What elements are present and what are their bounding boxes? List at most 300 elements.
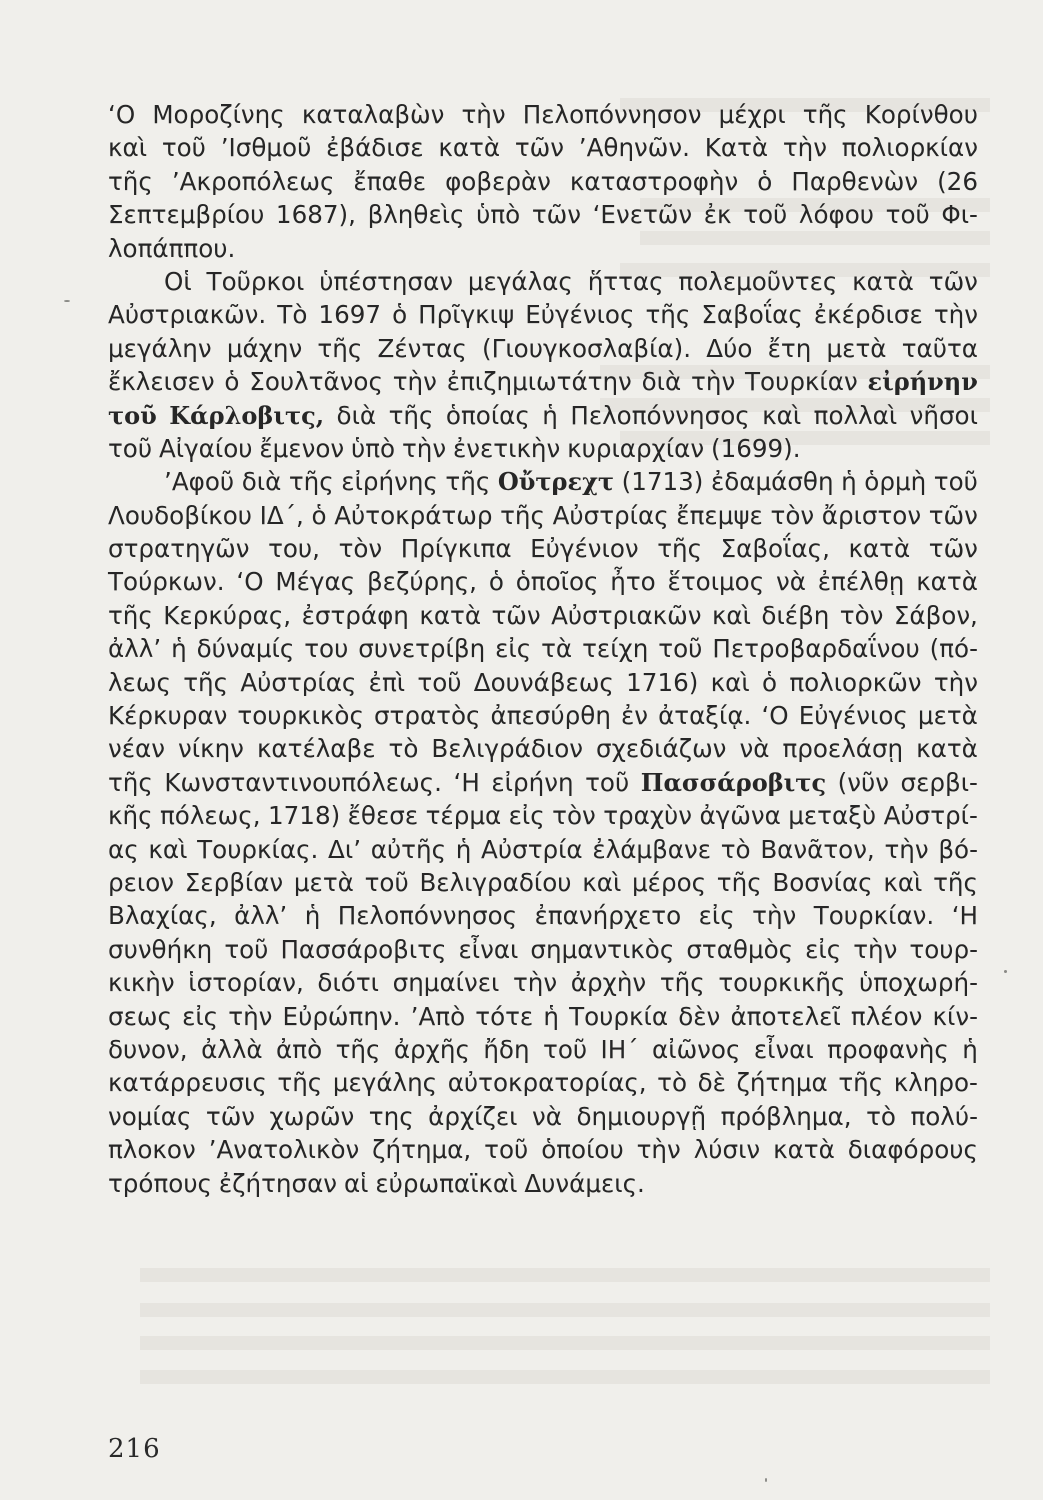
word (543, 1000, 559, 1033)
word (312, 499, 327, 532)
word (344, 1167, 369, 1200)
word (668, 565, 765, 598)
text-line (108, 899, 978, 932)
word-text: ἀρχῆς (393, 1034, 470, 1064)
word (582, 866, 621, 899)
word-text: Κατὰ (704, 133, 769, 163)
word (569, 1000, 668, 1033)
word-text: τὴν (228, 1001, 273, 1031)
word-text: της (368, 1101, 414, 1131)
word (277, 1066, 322, 1099)
word-text: συνετρίβη (358, 634, 486, 664)
word-text: τὸ (866, 1101, 896, 1131)
word-text: Πελοπόννησον (522, 100, 702, 129)
word-text: ἀλλὰ (201, 1034, 263, 1064)
word (585, 766, 629, 799)
word (108, 332, 212, 365)
word-text: λόφου (798, 200, 875, 230)
word (183, 666, 228, 699)
word-text: τῆς (108, 767, 153, 797)
word-text: ’Ακροπόλεως (171, 166, 335, 196)
word (318, 298, 381, 331)
word (219, 1167, 337, 1200)
word (814, 899, 935, 932)
text-line (108, 766, 978, 799)
word (610, 565, 655, 598)
dust-speck (1004, 970, 1007, 973)
word (827, 332, 887, 365)
word-text: Κερκύρας, (163, 600, 292, 630)
word (108, 198, 264, 231)
word (952, 899, 978, 932)
word-text: Πελοπόννησος (337, 901, 518, 931)
word (822, 499, 921, 532)
word-text: τὸ (388, 734, 419, 764)
word-text: προελάσῃ (782, 734, 904, 764)
word (108, 98, 135, 131)
word-text: ἀρχίζει (428, 1101, 518, 1131)
word (761, 599, 829, 632)
word-text: ἀλλ’ (108, 634, 162, 664)
word-text: τουρκικῆς (718, 968, 846, 998)
word-text: Παρθενὼν (791, 166, 919, 196)
word (334, 499, 492, 532)
word (270, 1100, 355, 1133)
bold-term: τοῦ (108, 400, 157, 430)
word (319, 265, 453, 298)
word (164, 465, 234, 498)
word (902, 332, 978, 365)
word (172, 165, 335, 198)
word (446, 399, 530, 432)
body-text (108, 98, 978, 1200)
word-text: Σάβον, (893, 600, 978, 630)
word (576, 1100, 706, 1133)
word (962, 1033, 978, 1066)
word-text: Τουρκία (569, 1001, 669, 1031)
word (711, 465, 834, 498)
word (372, 1133, 471, 1166)
word (236, 565, 263, 598)
word (317, 966, 379, 999)
word (431, 732, 583, 765)
word (489, 565, 504, 598)
word (691, 365, 735, 398)
bold-term: Κάρλοβιτς, (169, 400, 325, 430)
word (484, 1133, 528, 1166)
word-text: φοβερὰν (445, 166, 551, 196)
word-text: πρόβλημα, (720, 1101, 852, 1131)
word (719, 98, 786, 131)
word (579, 131, 690, 164)
word (276, 1033, 322, 1066)
word (163, 599, 291, 632)
word (525, 298, 634, 331)
word-text: τὸ (657, 1068, 688, 1098)
word (743, 198, 787, 231)
word (541, 1133, 624, 1166)
word-text: εἶναι (458, 934, 519, 964)
word-text: Εὐγένιος (798, 701, 908, 731)
word-text: ταῦτα (901, 333, 978, 363)
word (717, 866, 762, 899)
word (249, 365, 383, 398)
word-text: τὸν (839, 600, 884, 630)
word-text: τῆς (657, 534, 703, 564)
word-text: μεγάλας (467, 266, 573, 296)
word-text: ἔμενον (259, 433, 345, 463)
word-text: ἦτο (610, 567, 656, 597)
word (910, 399, 978, 432)
word (394, 1033, 470, 1066)
word (171, 632, 187, 665)
word-text: πολεμοῦντες (678, 266, 838, 296)
word (326, 131, 423, 164)
word-text: κατέλαβε (256, 734, 376, 764)
word-text: καὶ (711, 600, 751, 630)
word (886, 198, 930, 231)
word-text: (26 (937, 166, 978, 196)
word-text: του (304, 634, 349, 664)
word (201, 1033, 263, 1066)
word-text: εἰς (805, 934, 842, 964)
word (582, 632, 648, 665)
word (474, 666, 614, 699)
word-text: τὴν (636, 1135, 681, 1165)
bold-term: Οὔτρεχτ (497, 467, 615, 497)
word (552, 799, 596, 832)
text-line (108, 1167, 978, 1200)
word (454, 766, 480, 799)
word-text: Μέγας (275, 567, 356, 597)
word-text: τῆς (659, 968, 705, 998)
word (498, 465, 614, 498)
word-text: Τουρκίας. (197, 834, 319, 864)
word (108, 699, 227, 732)
word (711, 666, 750, 699)
word (699, 799, 780, 832)
text-line (108, 799, 978, 832)
text-line (108, 1033, 978, 1066)
word-text: Δυνάμεις. (524, 1168, 645, 1198)
word-text: ἥττας (587, 266, 664, 296)
word (593, 198, 693, 231)
word (730, 1000, 840, 1033)
word (224, 365, 239, 398)
word-text: Σουλτᾶνος (249, 367, 383, 397)
word (773, 1133, 835, 1166)
word-text: ἡ (841, 467, 857, 497)
word (916, 565, 978, 598)
word (768, 332, 812, 365)
word (622, 465, 704, 498)
word-text: μέχρι (718, 100, 786, 129)
word (783, 131, 827, 164)
word (532, 198, 581, 231)
word (704, 198, 732, 231)
word (883, 866, 922, 899)
word-text: πολύ- (910, 1101, 978, 1131)
word (108, 599, 153, 632)
word (884, 799, 978, 832)
word-text: σταθμὸς (686, 934, 794, 964)
text-line (108, 1066, 978, 1099)
word-text: τὴν (513, 968, 558, 998)
word (771, 499, 815, 532)
word (901, 766, 978, 799)
word (814, 298, 923, 331)
word (838, 1066, 883, 1099)
word (419, 599, 481, 632)
word (814, 399, 898, 432)
word-text: ἡ (543, 1001, 559, 1031)
word (348, 799, 419, 832)
word-text: τὸν (338, 534, 383, 564)
word (197, 632, 295, 665)
text-line (108, 499, 978, 532)
word (818, 565, 905, 598)
word-text: ἡ (542, 400, 558, 430)
word-text: ὁ (757, 166, 773, 196)
word (776, 565, 806, 598)
word (848, 1133, 978, 1166)
text-line (108, 232, 978, 265)
word-text: βληθεὶς (367, 200, 465, 230)
word-text: Λουδοβίκου (108, 500, 252, 530)
word-text: καταστροφὴν (569, 166, 739, 196)
text-line (108, 699, 978, 732)
word (894, 1066, 978, 1099)
word-text: ‘Ο (108, 100, 136, 129)
word-text: ὑπὸ (351, 433, 396, 463)
word-text: νὰ (532, 1101, 562, 1131)
word-text: 1716) (626, 667, 699, 697)
word-text: τοῦ (658, 634, 703, 664)
word-text: τὴν (392, 367, 437, 397)
word (827, 1033, 949, 1066)
word (601, 1033, 639, 1066)
word (657, 532, 702, 565)
word-text: Αὐστριακῶν (551, 600, 702, 630)
word-text: Αἰγαίου (158, 433, 253, 463)
word-text: Σαβοΐας (701, 300, 803, 330)
word (268, 532, 320, 565)
word-text: Τοῦρκοι (206, 266, 305, 296)
word-text: τουρκικὸς (237, 701, 364, 731)
word-text: μεγάλην (108, 333, 212, 363)
word (541, 632, 572, 665)
word (275, 565, 355, 598)
word-text: Αὐστρία (481, 834, 583, 864)
word (721, 833, 751, 866)
word-text: ἐνετικὴν (452, 433, 561, 463)
word-text: νὰ (775, 567, 806, 597)
word-text: (1713) (621, 467, 704, 497)
word-text: μεταξὺ (788, 801, 877, 831)
word (760, 833, 874, 866)
word-text: διὰ (336, 400, 377, 430)
word (417, 666, 461, 699)
text-line (108, 599, 978, 632)
word (937, 165, 978, 198)
word-text: τοῦ (743, 200, 788, 230)
word (762, 399, 801, 432)
word (476, 198, 520, 231)
word (227, 332, 302, 365)
word (481, 833, 583, 866)
word (108, 933, 212, 966)
word-text: Πρῖγκιψ (418, 300, 515, 330)
word-text: δύναμίς (196, 634, 295, 664)
word (371, 833, 446, 866)
word-text: εἰρήνης (341, 467, 438, 497)
word-text: (Γιουγκοσλαβία). (482, 333, 692, 363)
word (164, 265, 192, 298)
word-text: ἀπὸ (276, 1034, 323, 1064)
word-text: τῆς (716, 867, 762, 897)
word-text: σχεδιάζων (596, 734, 727, 764)
word (108, 1033, 188, 1066)
word (289, 465, 334, 498)
word (929, 532, 978, 565)
word (495, 632, 531, 665)
word (438, 131, 500, 164)
word-text: μετὰ (826, 333, 887, 363)
word-text: ἀταξίᾳ. (658, 701, 752, 731)
word (551, 599, 701, 632)
word-text: Εὐρώπην. (282, 1001, 401, 1031)
word-text: Δουνάβεως (473, 667, 614, 697)
word-text: ’Αφοῦ (164, 467, 235, 497)
word (305, 899, 321, 932)
word (426, 799, 502, 832)
word-text: διέβη (761, 600, 830, 630)
word (603, 799, 692, 832)
word (842, 131, 978, 164)
word (182, 1000, 218, 1033)
word (337, 399, 377, 432)
word-text: Σεπτεμβρίου (108, 200, 265, 230)
word (596, 732, 726, 765)
word (447, 365, 632, 398)
word-text: πολιορκῶν (789, 667, 922, 697)
word-text: Βελιγράδιον (431, 734, 583, 764)
word-text: τὰ (541, 634, 573, 664)
word (482, 332, 691, 365)
word-text: ἀποτελεῖ (730, 1001, 841, 1031)
word-text: κίν- (932, 1001, 978, 1031)
word (757, 165, 772, 198)
word (745, 365, 858, 398)
word-text: κατὰ (848, 534, 911, 564)
word (108, 1066, 267, 1099)
word (567, 432, 704, 465)
word (185, 866, 283, 899)
word-text: τῆς (183, 667, 229, 697)
word (207, 265, 305, 298)
word-text: κυριαρχίαν (567, 433, 705, 463)
word-text: τῆς (388, 400, 434, 430)
word (805, 933, 841, 966)
word-text: ἡ (171, 634, 187, 664)
word (866, 1100, 896, 1133)
word-text: κατὰ (419, 600, 482, 630)
word-text: ἐδαμάσθη (710, 467, 834, 497)
word-text: ὑπέστησαν (319, 266, 454, 296)
word-text: Εὐγένιον (530, 534, 639, 564)
word-text: ζήτημα (736, 1068, 828, 1098)
word-text: εὐρωπαϊκαὶ (375, 1168, 518, 1198)
word (448, 1066, 647, 1099)
word (838, 766, 889, 799)
word-text: τὴν (853, 934, 898, 964)
text-line (108, 532, 978, 565)
word (894, 599, 978, 632)
word (934, 298, 978, 331)
word-text: τῶν (928, 266, 978, 296)
text-line (108, 98, 978, 131)
word-text: Βανᾶτον, (760, 834, 875, 864)
word-text: τῆς (933, 867, 978, 897)
word-text: νὰ (739, 734, 770, 764)
word-text: 1718) (268, 801, 341, 831)
word (570, 399, 749, 432)
word (374, 699, 481, 732)
word-text: εἶναι (753, 1034, 814, 1064)
word-text: τῆς (838, 1068, 884, 1098)
word (721, 1100, 852, 1133)
word (280, 933, 446, 966)
word-text: τῆς (317, 333, 363, 363)
word (108, 131, 147, 164)
word-text: του, (268, 534, 320, 564)
word (108, 899, 217, 932)
text-line (108, 632, 978, 665)
word-text: κατὰ (773, 1135, 835, 1165)
word-text: Κορίνθου (864, 100, 978, 129)
word (930, 632, 978, 665)
word (718, 966, 845, 999)
word (676, 499, 763, 532)
word-text: ἀρχὴν (570, 968, 647, 998)
word-text: τοῦ (364, 867, 409, 897)
word (375, 1167, 517, 1200)
word (678, 265, 837, 298)
word (169, 399, 324, 432)
word (851, 1000, 922, 1033)
word-text: ἐκέρδισε (813, 300, 923, 330)
word-text: κατὰ (438, 133, 501, 163)
word-text: σημαντικὸς (530, 934, 675, 964)
word-text: στρατὸς (373, 701, 481, 731)
word (789, 666, 921, 699)
word-text: τῆς (288, 467, 334, 497)
word-text: ἄριστον (821, 500, 922, 530)
text-line (108, 833, 978, 866)
word (228, 1000, 272, 1033)
word-text: Βοσνίας (772, 867, 873, 897)
word (532, 1100, 562, 1133)
word (259, 432, 344, 465)
word (652, 1033, 740, 1066)
word (108, 1167, 212, 1200)
word-text: τῆς (802, 100, 848, 129)
word (934, 666, 978, 699)
word (941, 198, 978, 231)
word (453, 432, 560, 465)
word (108, 165, 153, 198)
word-text: τὴν (933, 300, 978, 330)
